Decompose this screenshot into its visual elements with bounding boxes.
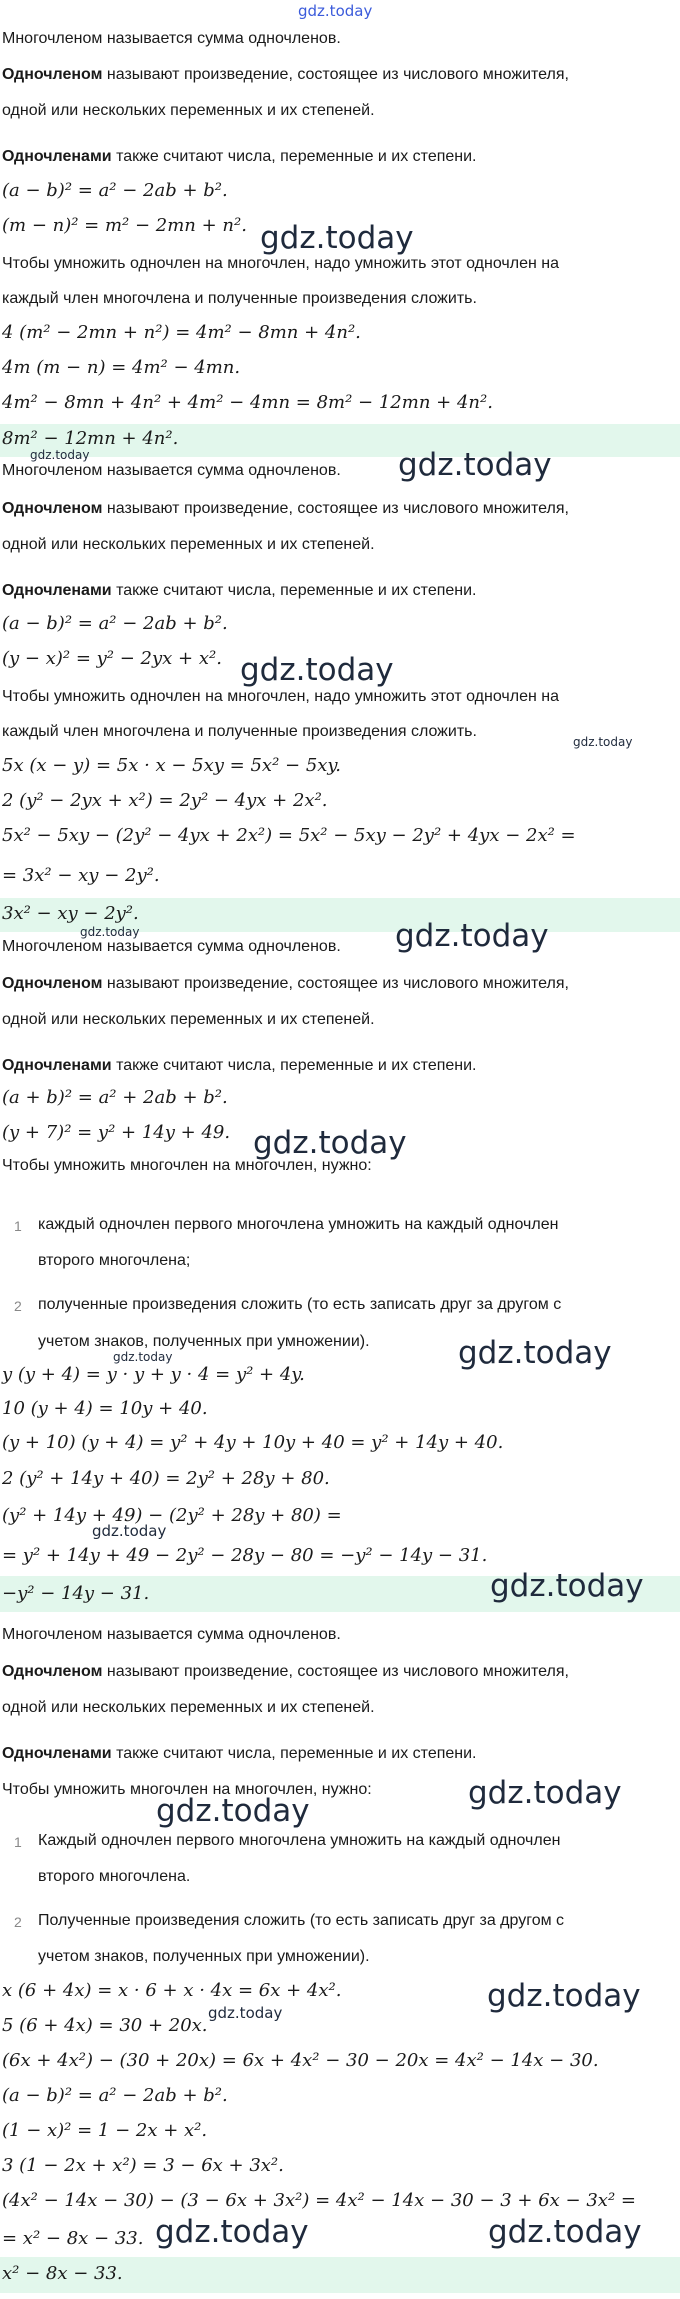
work-line: = x² − 8x − 33. xyxy=(2,2228,144,2249)
definition-monomial-extra: Одночленами также считают числа, переменные и их степени. xyxy=(2,1745,477,1762)
step-text-cont: второго многочлена. xyxy=(38,1868,191,1885)
step-text-cont: учетом знаков, полученных при умножении). xyxy=(38,1948,370,1965)
definition-monomial-cont: одной или нескольких переменных и их степеней. xyxy=(2,1011,375,1028)
step-text: полученные произведения сложить (то есть записать друг за другом с xyxy=(38,1296,562,1313)
watermark: gdz.today xyxy=(92,1522,167,1540)
definition-polynomial: Многочленом называется сумма одночленов. xyxy=(2,30,341,47)
work-line: (a − b)² = a² − 2ab + b². xyxy=(2,2085,228,2106)
work-line: 4m² − 8mn + 4n² + 4m² − 4mn = 8m² − 12mn + 4n². xyxy=(2,392,493,413)
watermark: gdz.today xyxy=(240,652,394,688)
work-line: 4m (m − n) = 4m² − 4mn. xyxy=(2,357,241,378)
definition-polynomial: Многочленом называется сумма одночленов. xyxy=(2,938,341,955)
work-line: 4 (m² − 2mn + n²) = 4m² − 8mn + 4n². xyxy=(2,322,361,343)
rule-text: Чтобы умножить многочлен на многочлен, нужно: xyxy=(2,1781,372,1798)
step-text-cont: учетом знаков, полученных при умножении). xyxy=(38,1333,370,1350)
work-line: (4x² − 14x − 30) − (3 − 6x + 3x²) = 4x² − 14x − 30 − 3 + 6x − 3x² = xyxy=(2,2190,636,2211)
watermark: gdz.today xyxy=(253,1125,407,1161)
formula-line: (m − n)² = m² − 2mn + n². xyxy=(2,215,247,236)
watermark: gdz.today xyxy=(573,735,633,749)
answer: −y² − 14y − 31. xyxy=(2,1583,150,1604)
work-line: (6x + 4x²) − (30 + 20x) = 6x + 4x² − 30 − 20x = 4x² − 14x − 30. xyxy=(2,2050,599,2071)
watermark: gdz.today xyxy=(487,1978,641,2014)
rule-text: Чтобы умножить многочлен на многочлен, нужно: xyxy=(2,1157,372,1174)
work-line: 5x (x − y) = 5x · x − 5xy = 5x² − 5xy. xyxy=(2,755,341,776)
definition-monomial: Одночленом называют произведение, состоящее из числового множителя, xyxy=(2,500,569,517)
watermark: gdz.today xyxy=(458,1335,612,1371)
work-line: 2 (y² − 2yx + x²) = 2y² − 4yx + 2x². xyxy=(2,790,328,811)
work-line: 5x² − 5xy − (2y² − 4yx + 2x²) = 5x² − 5xy − 2y² + 4yx − 2x² = xyxy=(2,825,576,846)
formula-line: (a − b)² = a² − 2ab + b². xyxy=(2,180,228,201)
definition-monomial-extra: Одночленами также считают числа, переменные и их степени. xyxy=(2,1057,477,1074)
step-number: 2 xyxy=(14,1298,22,1314)
definition-monomial: Одночленом называют произведение, состоящее из числового множителя, xyxy=(2,1663,569,1680)
step-number: 2 xyxy=(14,1914,22,1930)
step-text: Полученные произведения сложить (то есть записать друг за другом с xyxy=(38,1912,565,1929)
watermark: gdz.today xyxy=(208,2004,283,2022)
step-number: 1 xyxy=(14,1218,22,1234)
answer: x² − 8x − 33. xyxy=(2,2263,123,2284)
answer: 3x² − xy − 2y². xyxy=(2,903,139,924)
watermark: gdz.today xyxy=(468,1775,622,1811)
definition-monomial-cont: одной или нескольких переменных и их степеней. xyxy=(2,536,375,553)
answer: 8m² − 12mn + 4n². xyxy=(2,428,179,449)
definition-polynomial: Многочленом называется сумма одночленов. xyxy=(2,462,341,479)
work-line: x (6 + 4x) = x · 6 + x · 4x = 6x + 4x². xyxy=(2,1980,342,2001)
watermark: gdz.today xyxy=(156,1793,310,1829)
definition-monomial: Одночленом называют произведение, состоящее из числового множителя, xyxy=(2,975,569,992)
definition-monomial-extra: Одночленами также считают числа, переменные и их степени. xyxy=(2,582,477,599)
watermark: gdz.today xyxy=(488,2214,642,2250)
work-line: (y² + 14y + 49) − (2y² + 28y + 80) = xyxy=(2,1505,342,1526)
rule-text-cont: каждый член многочлена и полученные произведения сложить. xyxy=(2,290,477,307)
watermark: gdz.today xyxy=(398,447,552,483)
work-line: = 3x² − xy − 2y². xyxy=(2,865,160,886)
formula-line: (a + b)² = a² + 2ab + b². xyxy=(2,1087,228,1108)
watermark: gdz.today xyxy=(80,925,140,939)
watermark: gdz.today xyxy=(260,220,414,256)
formula-line: (y − x)² = y² − 2yx + x². xyxy=(2,648,222,669)
step-text-cont: второго многочлена; xyxy=(38,1252,191,1269)
definition-monomial-extra: Одночленами также считают числа, переменные и их степени. xyxy=(2,148,477,165)
step-number: 1 xyxy=(14,1834,22,1850)
rule-text: Чтобы умножить одночлен на многочлен, надо умножить этот одночлен на xyxy=(2,688,559,705)
work-line: y (y + 4) = y · y + y · 4 = y² + 4y. xyxy=(2,1364,305,1385)
work-line: (1 − x)² = 1 − 2x + x². xyxy=(2,2120,208,2141)
work-line: 3 (1 − 2x + x²) = 3 − 6x + 3x². xyxy=(2,2155,284,2176)
watermark: gdz.today xyxy=(155,2214,309,2250)
watermark: gdz.today xyxy=(30,448,90,462)
work-line: = y² + 14y + 49 − 2y² − 28y − 80 = −y² − 14y − 31. xyxy=(2,1545,488,1566)
site-header-link[interactable]: gdz.today xyxy=(298,2,373,20)
watermark: gdz.today xyxy=(113,1350,173,1364)
work-line: (y + 10) (y + 4) = y² + 4y + 10y + 40 = y² + 14y + 40. xyxy=(2,1432,504,1453)
work-line: 10 (y + 4) = 10y + 40. xyxy=(2,1398,208,1419)
work-line: 2 (y² + 14y + 40) = 2y² + 28y + 80. xyxy=(2,1468,330,1489)
rule-text: Чтобы умножить одночлен на многочлен, надо умножить этот одночлен на xyxy=(2,255,559,272)
watermark: gdz.today xyxy=(490,1568,644,1604)
watermark: gdz.today xyxy=(395,918,549,954)
step-text: каждый одночлен первого многочлена умножить на каждый одночлен xyxy=(38,1216,559,1233)
definition-monomial-cont: одной или нескольких переменных и их степеней. xyxy=(2,102,375,119)
step-text: Каждый одночлен первого многочлена умножить на каждый одночлен xyxy=(38,1832,561,1849)
definition-monomial-cont: одной или нескольких переменных и их степеней. xyxy=(2,1699,375,1716)
definition-monomial: Одночленом называют произведение, состоящее из числового множителя, xyxy=(2,66,569,83)
work-line: 5 (6 + 4x) = 30 + 20x. xyxy=(2,2015,208,2036)
definition-polynomial: Многочленом называется сумма одночленов. xyxy=(2,1626,341,1643)
rule-text-cont: каждый член многочлена и полученные произведения сложить. xyxy=(2,723,477,740)
formula-line: (a − b)² = a² − 2ab + b². xyxy=(2,613,228,634)
formula-line: (y + 7)² = y² + 14y + 49. xyxy=(2,1122,231,1143)
